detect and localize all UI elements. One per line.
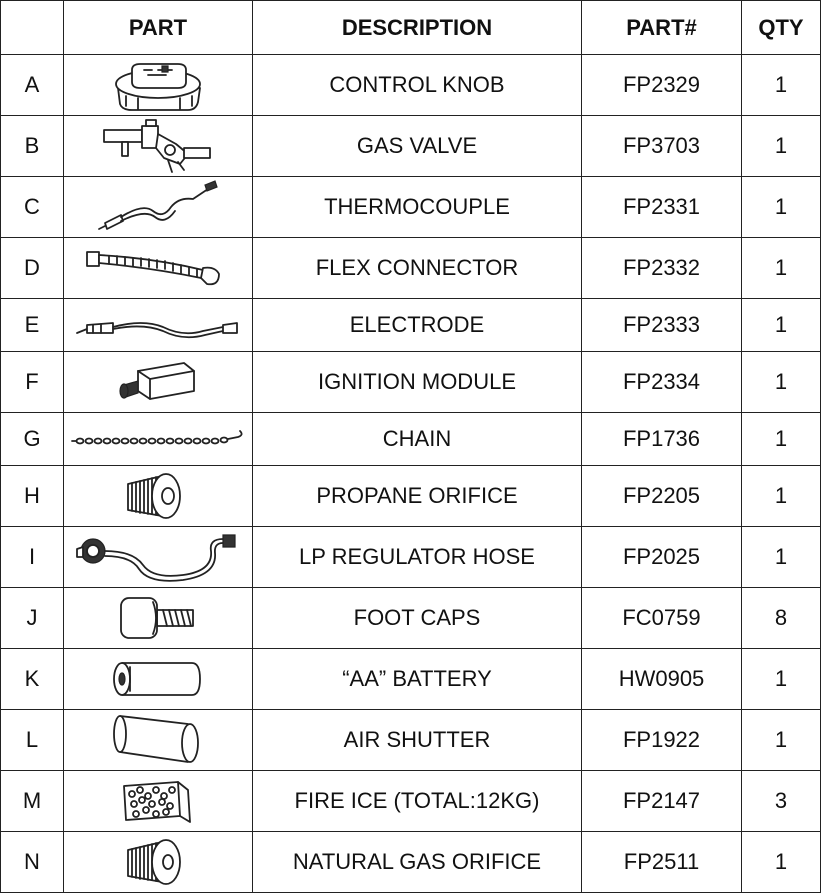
row-qty: 1 bbox=[742, 649, 821, 710]
row-qty: 1 bbox=[742, 527, 821, 588]
table-row bbox=[1, 299, 821, 352]
table-row bbox=[1, 413, 821, 466]
propane-orifice-icon bbox=[118, 468, 198, 524]
row-letter: L bbox=[1, 710, 64, 771]
row-qty: 8 bbox=[742, 588, 821, 649]
row-part-number: FP2511 bbox=[582, 832, 742, 893]
table-row bbox=[1, 771, 821, 832]
row-part-number: FP2331 bbox=[582, 177, 742, 238]
fire-ice-icon bbox=[118, 776, 198, 826]
header-row bbox=[1, 1, 821, 55]
row-part-number: FC0759 bbox=[582, 588, 742, 649]
table-row bbox=[1, 352, 821, 413]
air-shutter-icon bbox=[108, 712, 208, 768]
row-description: FOOT CAPS bbox=[253, 588, 582, 649]
row-description: AIR SHUTTER bbox=[253, 710, 582, 771]
row-part-number: FP1922 bbox=[582, 710, 742, 771]
row-qty: 1 bbox=[742, 116, 821, 177]
row-letter: J bbox=[1, 588, 64, 649]
row-qty: 1 bbox=[742, 710, 821, 771]
row-description: LP REGULATOR HOSE bbox=[253, 527, 582, 588]
row-letter: H bbox=[1, 466, 64, 527]
table-row bbox=[1, 588, 821, 649]
table-row bbox=[1, 116, 821, 177]
row-qty: 1 bbox=[742, 413, 821, 466]
row-description: FLEX CONNECTOR bbox=[253, 238, 582, 299]
row-letter: F bbox=[1, 352, 64, 413]
row-letter: I bbox=[1, 527, 64, 588]
row-description: NATURAL GAS ORIFICE bbox=[253, 832, 582, 893]
row-letter: D bbox=[1, 238, 64, 299]
row-qty: 3 bbox=[742, 771, 821, 832]
row-part-number: FP2329 bbox=[582, 55, 742, 116]
row-qty: 1 bbox=[742, 352, 821, 413]
row-part-number: FP2147 bbox=[582, 771, 742, 832]
row-part-number: FP2025 bbox=[582, 527, 742, 588]
lp-regulator-hose-icon bbox=[73, 529, 243, 585]
row-qty: 1 bbox=[742, 177, 821, 238]
flex-connector-icon bbox=[83, 246, 233, 290]
header-description: DESCRIPTION bbox=[253, 1, 582, 55]
row-part-number: HW0905 bbox=[582, 649, 742, 710]
header-part-number: PART# bbox=[582, 1, 742, 55]
row-qty: 1 bbox=[742, 299, 821, 352]
ignition-module-icon bbox=[108, 355, 208, 409]
row-letter: E bbox=[1, 299, 64, 352]
row-letter: M bbox=[1, 771, 64, 832]
row-part-number: FP3703 bbox=[582, 116, 742, 177]
row-description: IGNITION MODULE bbox=[253, 352, 582, 413]
table-row bbox=[1, 649, 821, 710]
row-qty: 1 bbox=[742, 238, 821, 299]
row-part-number: FP1736 bbox=[582, 413, 742, 466]
row-letter: B bbox=[1, 116, 64, 177]
row-part-number: FP2332 bbox=[582, 238, 742, 299]
row-letter: G bbox=[1, 413, 64, 466]
row-description: THERMOCOUPLE bbox=[253, 177, 582, 238]
row-part-number: FP2334 bbox=[582, 352, 742, 413]
row-description: PROPANE ORIFICE bbox=[253, 466, 582, 527]
row-qty: 1 bbox=[742, 55, 821, 116]
gas-valve-icon bbox=[98, 118, 218, 174]
electrode-icon bbox=[73, 307, 243, 343]
header-part: PART bbox=[64, 1, 253, 55]
table-row bbox=[1, 710, 821, 771]
row-letter: A bbox=[1, 55, 64, 116]
natural-gas-orifice-icon bbox=[118, 834, 198, 890]
row-letter: N bbox=[1, 832, 64, 893]
row-description: GAS VALVE bbox=[253, 116, 582, 177]
foot-cap-icon bbox=[113, 594, 203, 642]
row-description: CHAIN bbox=[253, 413, 582, 466]
table-row bbox=[1, 55, 821, 116]
table-row bbox=[1, 466, 821, 527]
row-qty: 1 bbox=[742, 466, 821, 527]
row-part-number: FP2333 bbox=[582, 299, 742, 352]
table-row bbox=[1, 832, 821, 893]
row-description: “AA” BATTERY bbox=[253, 649, 582, 710]
thermocouple-icon bbox=[93, 179, 223, 235]
row-description: FIRE ICE (TOTAL:12KG) bbox=[253, 771, 582, 832]
row-qty: 1 bbox=[742, 832, 821, 893]
row-description: ELECTRODE bbox=[253, 299, 582, 352]
control-knob-icon bbox=[98, 58, 218, 112]
table-row bbox=[1, 527, 821, 588]
aa-battery-icon bbox=[108, 657, 208, 701]
header-qty: QTY bbox=[742, 1, 821, 55]
table-row bbox=[1, 238, 821, 299]
row-part-number: FP2205 bbox=[582, 466, 742, 527]
row-letter: C bbox=[1, 177, 64, 238]
row-description: CONTROL KNOB bbox=[253, 55, 582, 116]
header-letter bbox=[1, 1, 64, 55]
table-row bbox=[1, 177, 821, 238]
row-letter: K bbox=[1, 649, 64, 710]
chain-icon bbox=[68, 427, 248, 451]
